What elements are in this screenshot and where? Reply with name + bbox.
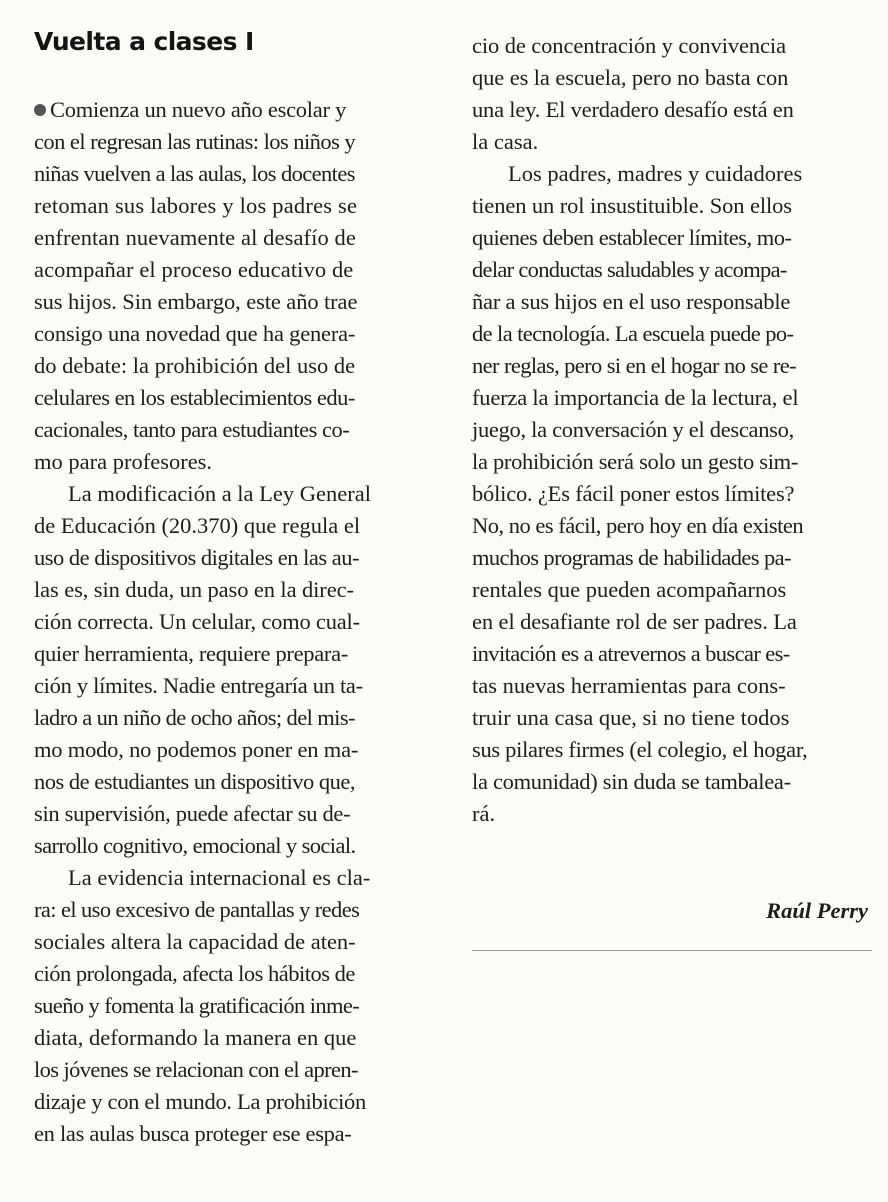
body-line: ción y límites. Nadie entregaría un ta-	[34, 673, 363, 698]
author-signature: Raúl Perry	[766, 898, 868, 923]
body-line: ra: el uso excesivo de pantallas y redes	[34, 897, 360, 922]
body-line: sueño y fomenta la gratificación inme-	[34, 993, 360, 1018]
body-line: sus pilares firmes (el colegio, el hogar,	[472, 737, 808, 762]
body-line: invitación es a atrevernos a buscar es-	[472, 641, 790, 666]
body-line: quier herramienta, requiere prepara-	[34, 641, 349, 666]
body-line: la comunidad) sin duda se tambalea-	[472, 769, 791, 794]
body-line-text: Comienza un nuevo año escolar y	[50, 97, 347, 122]
body-line: quienes deben establecer límites, mo-	[472, 225, 792, 250]
end-divider	[472, 950, 872, 951]
body-line: muchos programas de habilidades pa-	[472, 545, 791, 570]
body-line: uso de dispositivos digitales en las au-	[34, 545, 359, 570]
body-line: Los padres, madres y cuidadores	[508, 161, 803, 186]
body-line: mo para profesores.	[34, 449, 213, 474]
body-line: diata, deformando la manera en que	[34, 1025, 357, 1050]
body-line: celulares en los establecimientos edu-	[34, 385, 355, 410]
body-line: ladro a un niño de ocho años; del mis-	[34, 705, 355, 730]
body-line: do debate: la prohibición del uso de	[34, 353, 356, 378]
body-line: sociales altera la capacidad de aten-	[34, 929, 356, 954]
body-line: sarrollo cognitivo, emocional y social.	[34, 833, 356, 858]
body-line: juego, la conversación y el descanso,	[472, 417, 794, 442]
body-line: ner reglas, pero si en el hogar no se re-	[472, 353, 797, 378]
body-line: dizaje y con el mundo. La prohibición	[34, 1089, 366, 1114]
body-line: cio de concentración y convivencia	[472, 33, 786, 58]
body-line: la casa.	[472, 129, 539, 154]
body-line: La evidencia internacional es cla-	[68, 865, 371, 890]
body-line: cacionales, tanto para estudiantes co-	[34, 417, 350, 442]
body-line: que es la escuela, pero no basta con	[472, 65, 789, 90]
body-line: acompañar el proceso educativo de	[34, 257, 354, 282]
body-line: en las aulas busca proteger ese espa-	[34, 1121, 352, 1146]
body-line: niñas vuelven a las aulas, los docentes	[34, 161, 355, 186]
body-line: los jóvenes se relacionan con el apren-	[34, 1057, 358, 1082]
body-line: tas nuevas herramientas para cons-	[472, 673, 786, 698]
body-line: bólico. ¿Es fácil poner estos límites?	[472, 481, 795, 506]
body-line: enfrentan nuevamente al desafío de	[34, 225, 356, 250]
body-line: sus hijos. Sin embargo, este año trae	[34, 289, 358, 314]
body-line	[34, 94, 444, 126]
body-line: nos de estudiantes un dispositivo que,	[34, 769, 355, 794]
body-line: La modificación a la Ley General	[68, 481, 371, 506]
body-line: de la tecnología. La escuela puede po-	[472, 321, 794, 346]
body-line: No, no es fácil, pero hoy en día existen	[472, 513, 804, 538]
round-bullet-icon	[34, 104, 46, 116]
body-line: rá.	[472, 801, 496, 826]
body-line: ción correcta. Un celular, como cual-	[34, 609, 360, 634]
body-line: la prohibición será solo un gesto sim-	[472, 449, 799, 474]
body-line: consigo una novedad que ha genera-	[34, 321, 356, 346]
body-line: fuerza la importancia de la lectura, el	[472, 385, 799, 410]
body-line: rentales que pueden acompañarnos	[472, 577, 787, 602]
body-line: ción prolongada, afecta los hábitos de	[34, 961, 355, 986]
body-line: mo modo, no podemos poner en ma-	[34, 737, 359, 762]
body-line: truir una casa que, si no tiene todos	[472, 705, 790, 730]
body-line: sin supervisión, puede afectar su de-	[34, 801, 351, 826]
body-line: ñar a sus hijos en el uso responsable	[472, 289, 791, 314]
body-line: las es, sin duda, un paso en la direc-	[34, 577, 354, 602]
body-line: con el regresan las rutinas: los niños y	[34, 129, 356, 154]
body-line: en el desafiante rol de ser padres. La	[472, 609, 797, 634]
body-line: tienen un rol insustituible. Son ellos	[472, 193, 792, 218]
body-line: una ley. El verdadero desafío está en	[472, 97, 794, 122]
body-line: retoman sus labores y los padres se	[34, 193, 358, 218]
body-line: de Educación (20.370) que regula el	[34, 513, 361, 538]
article-title: Vuelta a clases I	[34, 27, 254, 56]
body-line: delar conductas saludables y acompa-	[472, 257, 787, 282]
